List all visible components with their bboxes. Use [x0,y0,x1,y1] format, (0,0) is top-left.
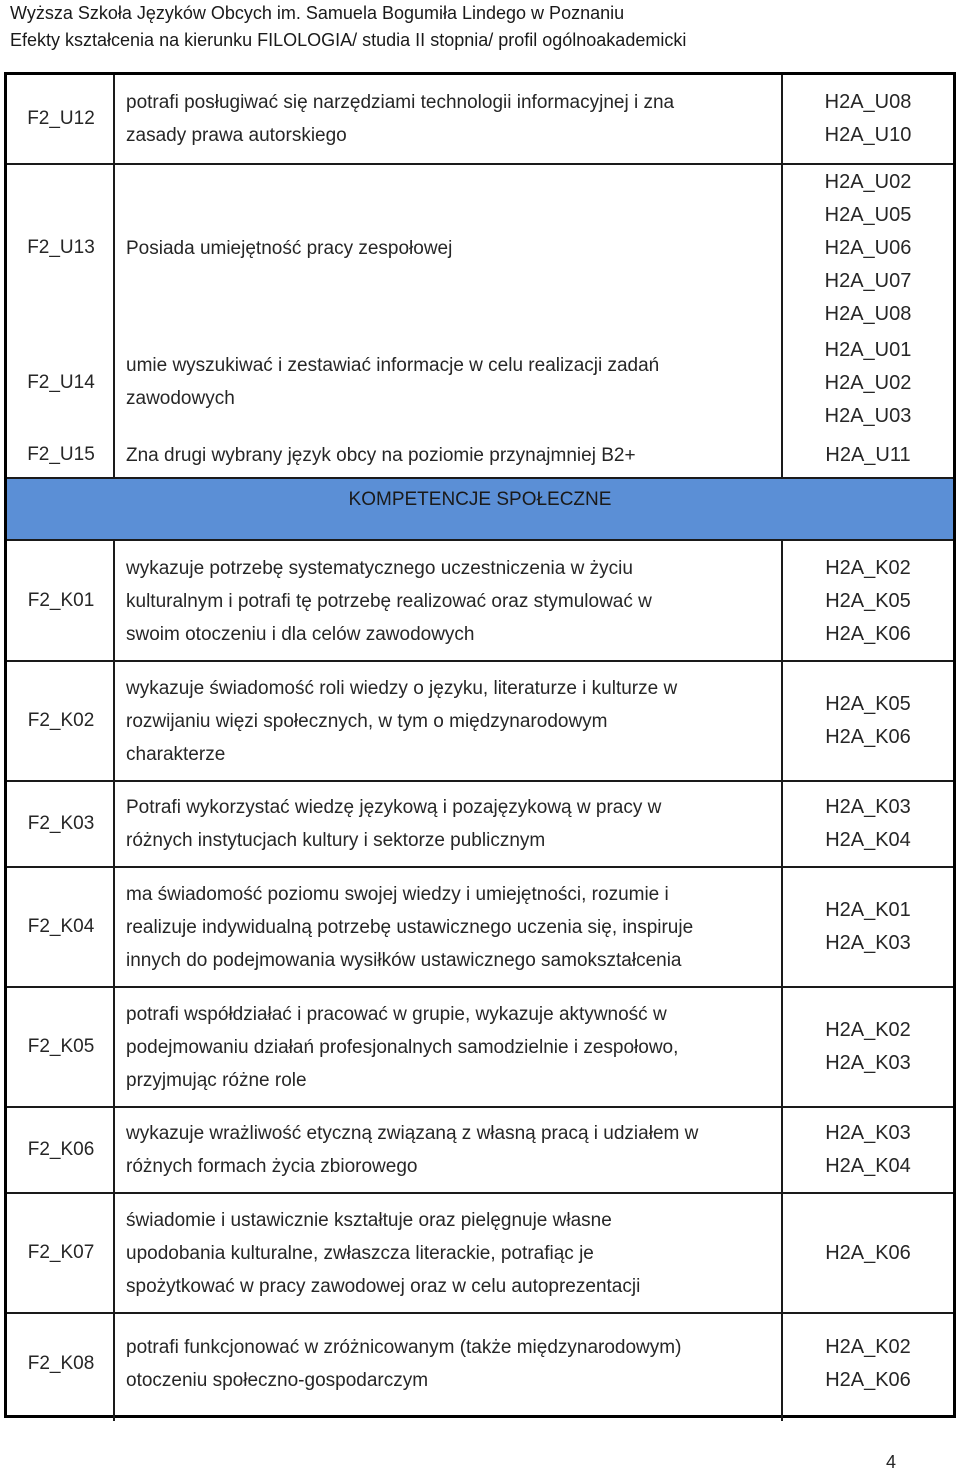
page-number: 4 [886,1452,897,1472]
outcome-code: F2_K03 [27,813,95,834]
outcome-description [115,433,783,477]
reference-code: H2A_K06 [825,726,911,748]
table-row [7,333,953,433]
description-line: potrafi współdziałać i pracować w grupie, wykazuje aktywność w [126,1003,667,1025]
reference-codes [783,1193,953,1313]
outcome-description [115,867,783,987]
reference-codes [783,987,953,1107]
table-row [7,75,953,163]
description-line: upodobania kulturalne, zwłaszcza literackie, potrafiąc je [126,1242,594,1264]
description-line: ma świadomość poziomu swojej wiedzy i umiejętności, rozumie i [126,883,669,905]
reference-code: H2A_K01 [825,899,911,921]
reference-code: H2A_U05 [824,203,912,226]
reference-code: H2A_K02 [825,556,911,579]
description-line: innych do podejmowania wysiłków ustawicznego samokształcenia [126,949,682,971]
description-line: wykazuje potrzebę systematycznego uczestniczenia w życiu [126,557,633,579]
table-row [7,541,953,661]
outcome-code: F2_U12 [27,108,95,129]
reference-code: H2A_U08 [824,91,912,113]
reference-code: H2A_K03 [825,1052,911,1074]
reference-code: H2A_K04 [825,829,911,851]
column-divider [781,541,783,1421]
reference-code: H2A_K05 [825,693,911,715]
description-line: wykazuje świadomość roli wiedzy o języku, literaturze i kulturze w [126,677,678,699]
table-row [7,433,953,477]
description-line: Potrafi wykorzystać wiedzę językową i pozajęzykową w pracy w [126,797,662,818]
reference-code: H2A_U07 [824,269,912,292]
section-header-social-competences [7,477,953,541]
outcome-code: F2_U15 [27,444,95,465]
reference-code: H2A_U10 [824,124,912,146]
description-line: potrafi funkcjonować w zróżnicowanym (także międzynarodowym) [126,1337,682,1358]
description-line: zasady prawa autorskiego [126,125,347,146]
reference-code: H2A_U03 [824,404,912,427]
outcome-code: F2_K06 [27,1139,95,1160]
reference-codes [783,867,953,987]
table-row [7,781,953,867]
reference-code: H2A_K06 [825,622,911,645]
learning-outcomes-table [4,72,956,1418]
reference-code: H2A_U02 [824,371,912,394]
description-line: spożytkować w pracy zawodowej oraz w celu autoprezentacji [126,1275,641,1297]
description-line: swoim otoczeniu i dla celów zawodowych [126,623,475,645]
reference-code: H2A_U08 [824,302,912,325]
outcome-description [115,330,783,433]
description-line: wykazuje wrażliwość etyczną związaną z własną pracą i udziałem w [126,1123,699,1144]
table-row [7,867,953,987]
description-line: realizuje indywidualną potrzebę ustawicznego uczenia się, inspiruje [126,916,694,938]
outcome-code: F2_K05 [27,1036,95,1057]
outcome-code: F2_K08 [27,1353,95,1374]
reference-code: H2A_U06 [824,236,912,259]
outcome-code: F2_K02 [27,710,95,731]
description-line: Zna drugi wybrany język obcy na poziomie przynajmniej B2+ [126,444,636,466]
outcome-code: F2_K04 [27,916,95,937]
outcome-description [115,661,783,781]
column-divider [781,75,783,477]
outcome-code: F2_U13 [27,237,95,258]
table-row [7,1313,953,1415]
outcome-description [115,75,783,163]
reference-code: H2A_K02 [825,1336,911,1358]
description-line: umie wyszukiwać i zestawiać informacje w celu realizacji zadań [126,354,660,376]
reference-code: H2A_K03 [825,1122,911,1144]
outcome-description [115,1193,783,1313]
description-line: charakterze [126,743,226,765]
reference-code: H2A_K04 [825,1155,911,1177]
reference-codes [783,781,953,867]
outcome-description [115,541,783,661]
row-divider [7,1312,953,1314]
row-divider [7,1192,953,1194]
outcome-code: F2_U14 [27,372,95,393]
description-line: różnych instytucjach kultury i sektorze publicznym [126,830,546,851]
reference-code: H2A_K06 [825,1241,911,1264]
reference-codes [783,661,953,781]
table-row [7,987,953,1107]
row-divider [7,780,953,782]
reference-codes [783,541,953,661]
row-divider [7,986,953,988]
section-title: KOMPETENCJE SPOŁECZNE [348,489,612,510]
reference-codes [783,75,953,163]
description-line: potrafi posługiwać się narzędziami technologii informacyjnej i zna [126,92,675,113]
table-row [7,1107,953,1193]
reference-code: H2A_U11 [825,443,911,466]
column-divider [113,75,115,477]
reference-codes [783,163,953,333]
outcome-description [115,1313,783,1415]
reference-codes [783,433,953,477]
reference-code: H2A_K03 [825,796,911,818]
outcome-description [115,163,783,333]
description-line: różnych formach życia zbiorowego [126,1156,418,1177]
description-line: otoczeniu społeczno-gospodarczym [126,1370,429,1391]
outcome-description [115,987,783,1107]
reference-code: H2A_K03 [825,932,911,954]
table-row [7,661,953,781]
reference-codes [783,1107,953,1193]
outcome-description [115,1107,783,1193]
row-divider [7,163,953,165]
description-line: Posiada umiejętność pracy zespołowej [126,237,453,259]
description-line: zawodowych [126,387,235,409]
document-subtitle: Efekty kształcenia na kierunku FILOLOGIA/ studia II stopnia/ profil ogólnoakademicki [10,30,687,50]
outcome-code: F2_K07 [27,1242,95,1263]
column-divider [113,541,115,1421]
description-line: świadomie i ustawicznie kształtuje oraz pielęgnuje własne [126,1209,612,1231]
row-divider [7,866,953,868]
reference-codes [783,333,953,433]
description-line: rozwijaniu więzi społecznych, w tym o międzynarodowym [126,710,608,732]
description-line: przyjmując różne role [126,1069,307,1091]
document-header [10,0,686,54]
row-divider [7,1106,953,1108]
reference-code: H2A_U02 [824,170,912,193]
reference-code: H2A_K06 [825,1369,911,1391]
description-line: kulturalnym i potrafi tę potrzebę realizować oraz stymulować w [126,590,652,612]
reference-code: H2A_U01 [824,338,912,361]
outcome-code: F2_K01 [27,590,95,611]
table-row [7,163,953,333]
outcome-description [115,781,783,867]
reference-code: H2A_K05 [825,589,911,612]
reference-code: H2A_K02 [825,1019,911,1041]
institution-name: Wyższa Szkoła Języków Obcych im. Samuela Bogumiła Lindego w Poznaniu [10,3,625,23]
row-divider [7,660,953,662]
description-line: podejmowaniu działań profesjonalnych samodzielnie i zespołowo, [126,1036,679,1058]
reference-codes [783,1313,953,1415]
table-row [7,1193,953,1313]
